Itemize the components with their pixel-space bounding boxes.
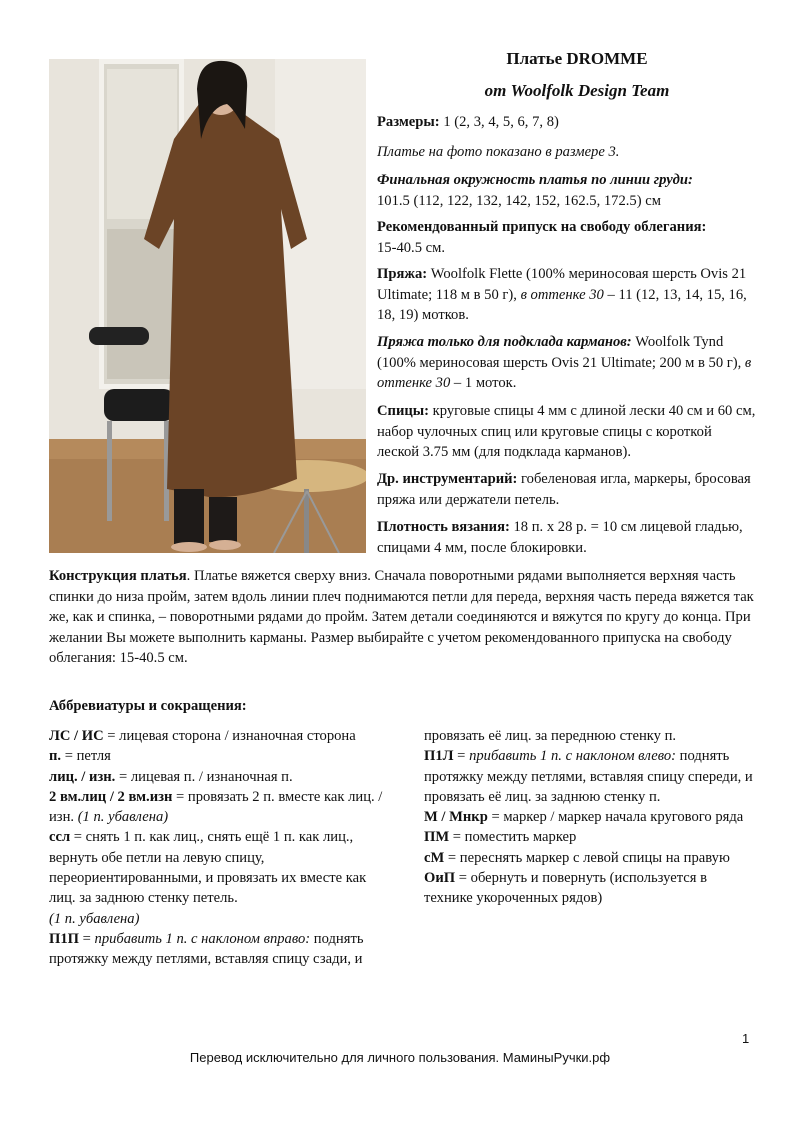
- spec-chest-label: Финальная окружность платья по линии груди:: [377, 172, 693, 188]
- abbr-def: поднять протяжку между петлями, вставляя спицу спереди, и провязать её лиц. за заднюю стенку п.: [424, 748, 753, 805]
- abbr-item: [424, 868, 759, 909]
- photo-illustration: [49, 59, 366, 553]
- construction-label: Конструкция платья: [49, 568, 187, 584]
- abbr-item: [49, 929, 389, 970]
- abbr-def: = обернуть и повернуть (используется в технике укороченных рядов): [424, 870, 708, 907]
- abbr-def: =: [453, 748, 470, 765]
- abbr-term: ОиП: [424, 870, 456, 887]
- abbr-def: провязать её лиц. за переднюю стенку п.: [424, 728, 677, 744]
- abbr-item: [424, 746, 759, 807]
- footer-note: Перевод исключительно для личного пользования. МаминыРучки.рф: [189, 1050, 611, 1065]
- spec-yarn-rest: – 11 (12, 13, 14, 15, 16, 18, 19) мотков.: [377, 286, 747, 323]
- abbr-note: (1 п. убавлена): [77, 809, 169, 826]
- spec-tools: [377, 469, 757, 510]
- abbr-item: [49, 787, 389, 828]
- abbr-term: П1П: [49, 930, 79, 947]
- spec-pocket-yarn: [377, 332, 757, 394]
- spec-sizes-value: 1 (2, 3, 4, 5, 6, 7, 8): [439, 114, 559, 130]
- spec-chest-value: 101.5 (112, 122, 132, 142, 152, 162.5, 172.5) см: [377, 192, 661, 209]
- spec-photo-note-text: Платье на фото показано в размере 3.: [377, 144, 620, 160]
- pattern-title: Платье DROMME: [506, 49, 648, 68]
- abbr-term: лиц. / изн.: [49, 768, 116, 785]
- abbr-term: 2 вм.лиц / 2 вм.изн: [49, 788, 173, 805]
- abbr-def: = маркер / маркер начала кругового ряда: [487, 809, 744, 826]
- spec-ease-label: Рекомендованный припуск на свободу облегания:: [377, 219, 707, 235]
- abbr-item: [424, 848, 759, 868]
- abbreviations-heading: Аббревиатуры и сокращения:: [49, 698, 247, 714]
- spec-pocket-yarn-shade: в оттенке 30: [377, 354, 752, 391]
- abbr-def: = лицевая сторона / изнаночная сторона: [103, 728, 356, 744]
- abbr-item: [424, 726, 759, 746]
- abbr-def: = поместить маркер: [449, 829, 577, 846]
- abbr-def: = петля: [61, 748, 111, 765]
- spec-needles-label: Спицы:: [377, 403, 430, 419]
- abbr-term: М / Мнкр: [424, 809, 488, 826]
- spec-tools-label: Др. инструментарий:: [377, 471, 518, 487]
- abbr-item: [424, 807, 759, 827]
- abbr-def: = лицевая п. / изнаночная п.: [115, 768, 293, 785]
- spec-gauge-value: 18 п. х 28 р. = 10 см лицевой гладью, спицами 4 мм, после блокировки.: [377, 519, 743, 556]
- abbr-note: (1 п. убавлена): [49, 910, 140, 927]
- spec-sizes-label: Размеры:: [377, 114, 440, 130]
- abbr-term: П1Л: [424, 748, 454, 765]
- spec-gauge-label: Плотность вязания:: [377, 519, 510, 535]
- abbr-term: п.: [49, 748, 62, 765]
- abbr-term: ЛС / ИС: [49, 728, 104, 744]
- spec-yarn-value: Woolfolk Flette (100% мериносовая шерсть Ovis 21 Ultimate; 118 м в 50 г),: [377, 266, 747, 303]
- abbreviations-left-column: [49, 726, 389, 970]
- pattern-author: от Woolfolk Design Team: [484, 81, 670, 100]
- spec-yarn: [377, 264, 757, 326]
- spec-gauge: [377, 517, 757, 558]
- abbr-item: [424, 827, 759, 847]
- abbr-note: прибавить 1 п. с наклоном вправо:: [94, 930, 311, 947]
- abbr-item: [49, 746, 389, 766]
- spec-chest: [377, 170, 757, 211]
- abbr-def: поднять протяжку между петлями, вставляя спицу сзади, и: [49, 930, 364, 968]
- spec-photo-note: [377, 142, 757, 163]
- spec-sizes: [377, 112, 757, 133]
- abbr-item: [49, 726, 389, 746]
- spec-ease-value: 15-40.5 см.: [377, 239, 446, 256]
- construction-paragraph: [49, 566, 761, 669]
- spec-ease: [377, 217, 757, 258]
- spec-needles-value: круговые спицы 4 мм с длиной лески 40 см и 60 см, набор чулочных спиц или круговые спицы с короткой леской 3.75 мм (для подклада карманов).: [377, 403, 756, 460]
- abbr-def: = переснять маркер с левой спицы на правую: [444, 849, 730, 866]
- abbr-def: = провязать 2 п. вместе как лиц. / изн.: [49, 788, 383, 826]
- abbr-item: [49, 827, 389, 928]
- abbreviations-right-column: [424, 726, 759, 909]
- dress-photo: [49, 59, 366, 553]
- spec-pocket-yarn-label: Пряжа только для подклада карманов:: [377, 334, 632, 350]
- spec-yarn-shade: в оттенке 30: [520, 286, 604, 303]
- abbr-term: ПМ: [424, 829, 450, 846]
- abbr-item: [49, 767, 389, 787]
- spec-pocket-yarn-value: Woolfolk Tynd (100% мериносовая шерсть Ovis 21 Ultimate; 200 м в 50 г),: [377, 334, 745, 371]
- abbr-term: ссл: [49, 829, 71, 846]
- page-number: 1: [742, 1031, 750, 1046]
- abbr-def: = снять 1 п. как лиц., снять ещё 1 п. как лиц., вернуть обе петли на левую спицу, переориентированными, и провязать их вместе как лиц. за заднюю стенку петель.: [49, 829, 367, 907]
- abbr-term: сМ: [424, 849, 445, 866]
- abbr-note: прибавить 1 п. с наклоном влево:: [469, 748, 676, 765]
- abbr-def: =: [79, 930, 95, 947]
- spec-needles: [377, 401, 757, 463]
- spec-tools-value: гобеленовая игла, маркеры, бросовая пряжа или держатели петель.: [377, 471, 751, 508]
- spec-pocket-yarn-rest: – 1 моток.: [450, 375, 517, 391]
- construction-text: . Платье вяжется сверху вниз. Сначала поворотными рядами выполняется верхняя часть спинки до низа пройм, затем вдоль линии плеч поднимаются петли для переда, верхняя часть переда вяжется так же, как и спинка, – поворотными рядами до пройм. Затем детали соединяются и вяжутся по кругу до конца. При желании Вы можете выполнить карманы. Размер выбирайте с учетом рекомендованного припуска на свободу облегания: 15-40.5 см.: [49, 568, 754, 666]
- spec-yarn-label: Пряжа:: [377, 266, 428, 282]
